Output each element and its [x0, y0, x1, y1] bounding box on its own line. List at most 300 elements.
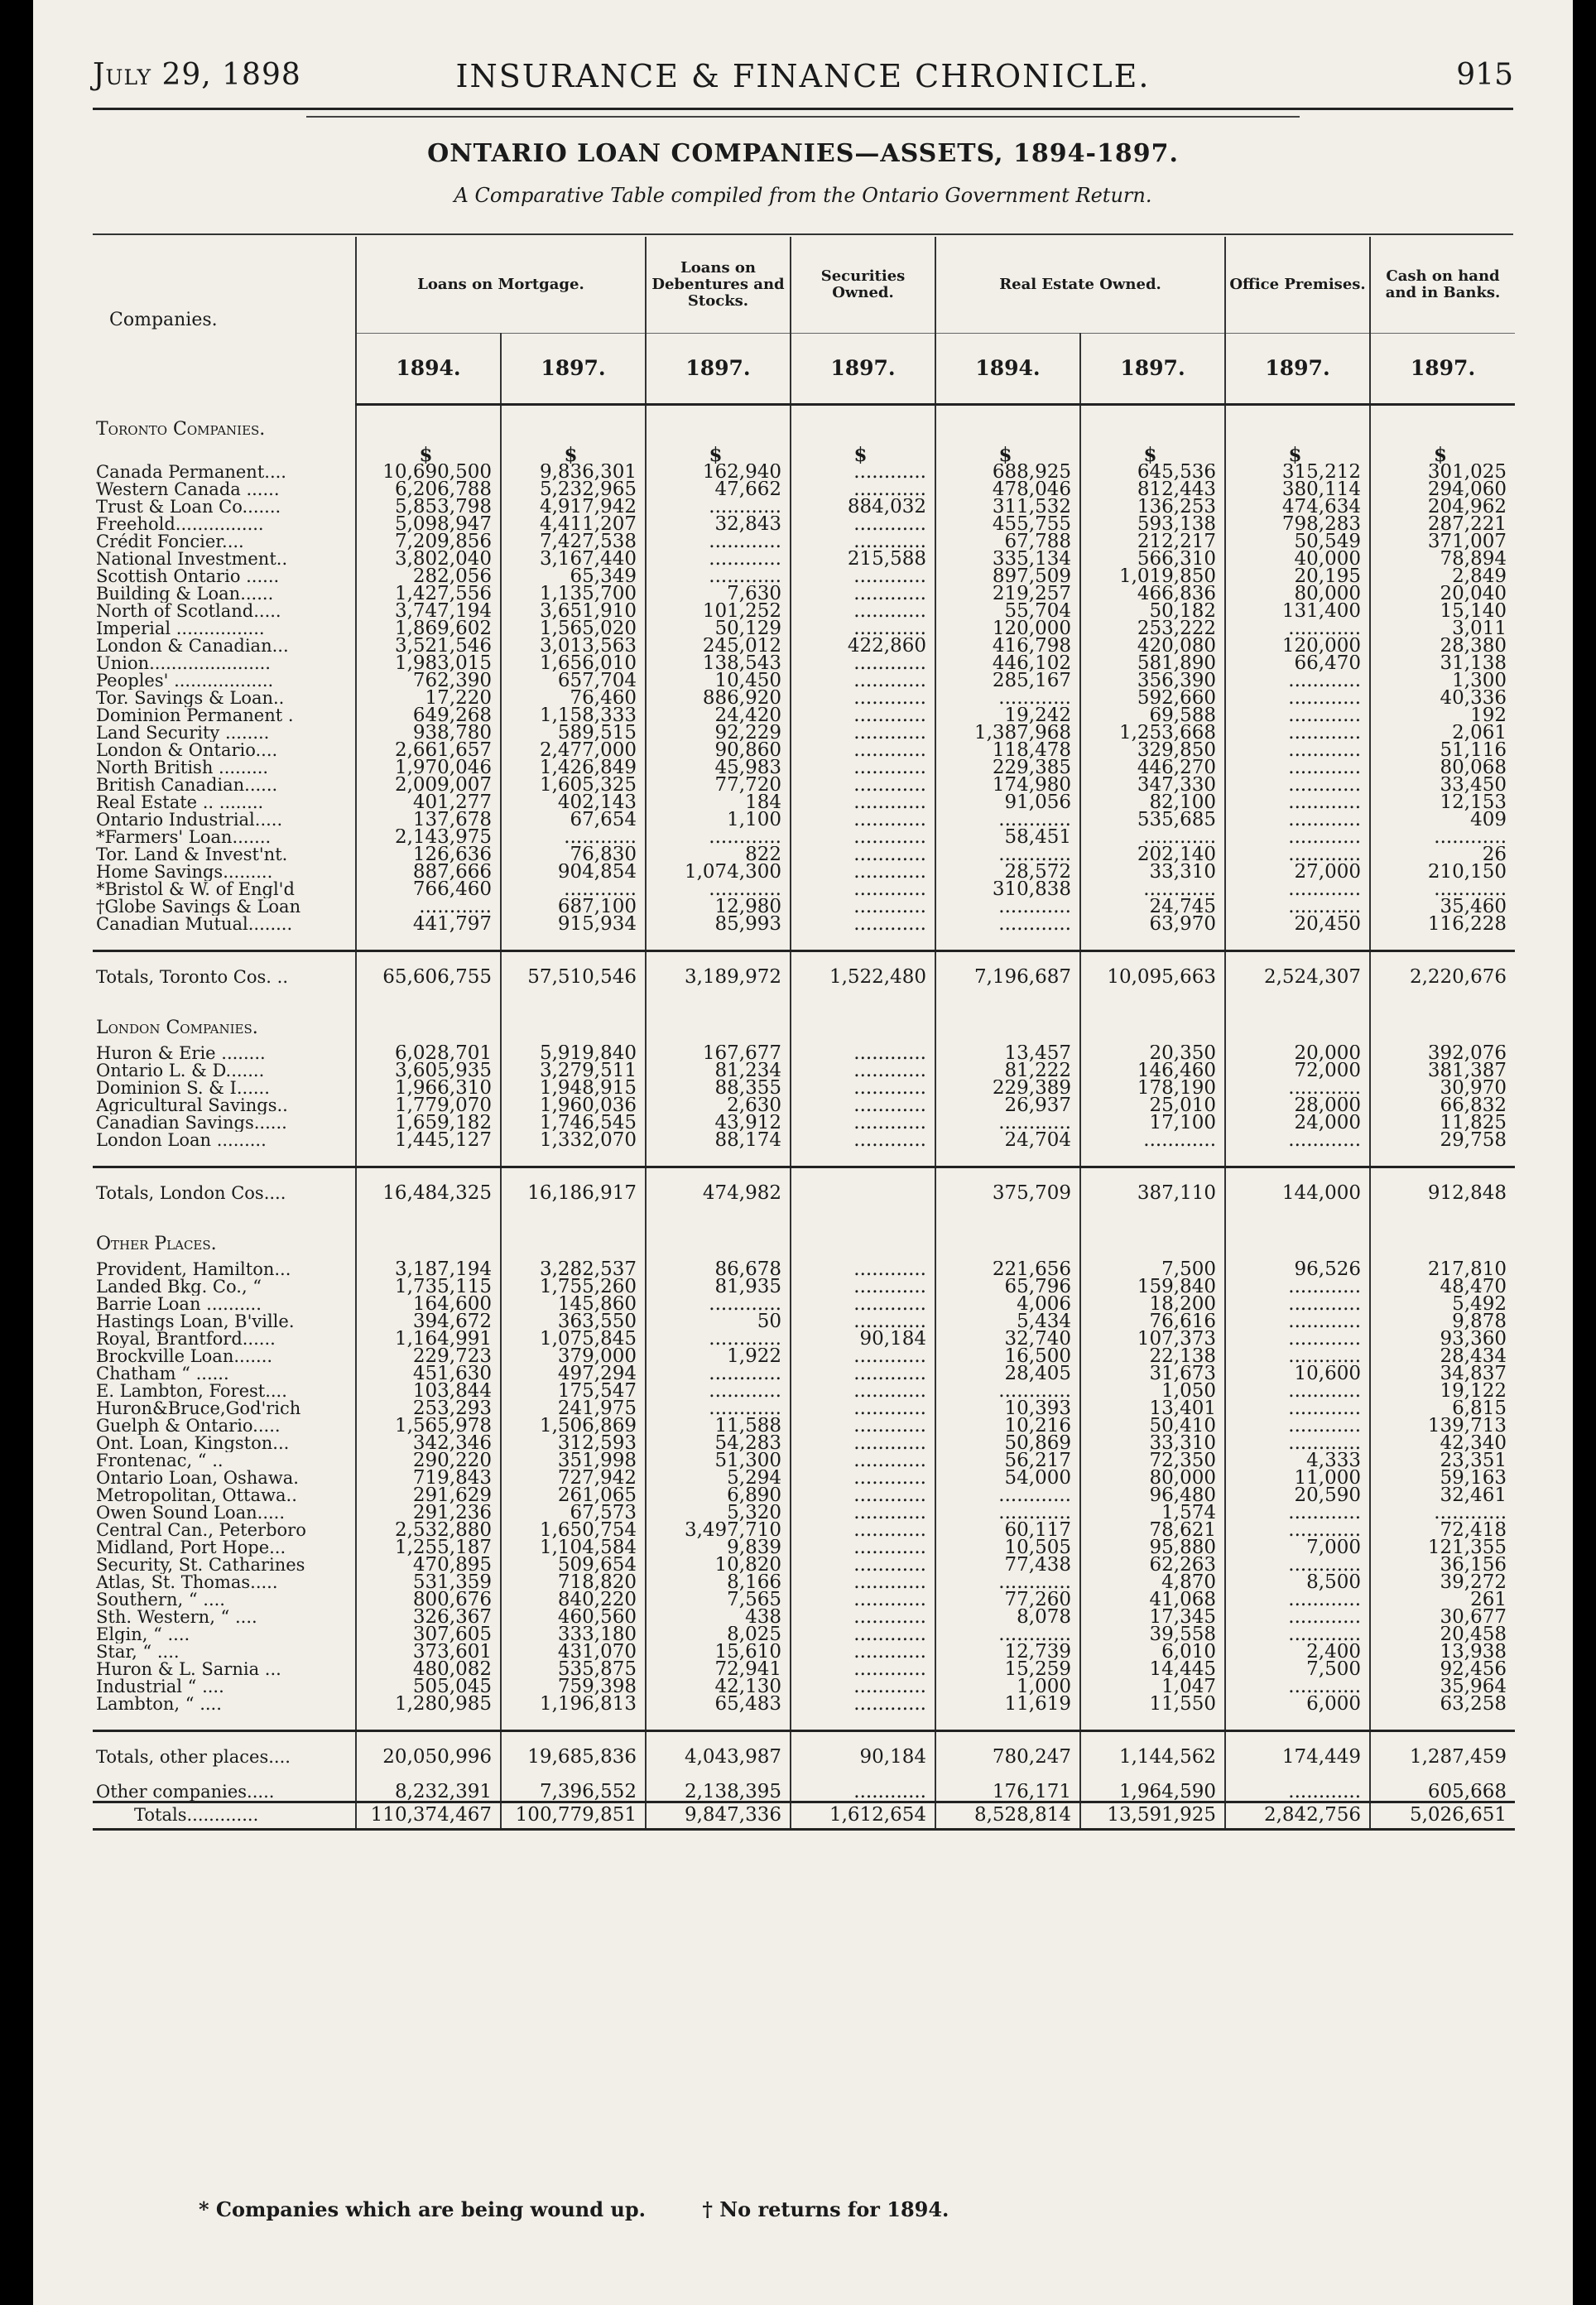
table-row [93, 620, 1515, 638]
value-cell: 1,426,849 [501, 759, 646, 777]
table-row [93, 1417, 1515, 1435]
value-cell: ............ [791, 1696, 935, 1713]
value-cell: 7,427,538 [501, 533, 646, 551]
value-cell: 1,755,260 [501, 1278, 646, 1296]
value-cell: 253,222 [1080, 620, 1225, 638]
value-cell: 1,255,187 [356, 1539, 501, 1557]
value-cell: 7,000 [1225, 1539, 1370, 1557]
value-cell: 9,847,336 [646, 1802, 791, 1829]
value-cell: 15,140 [1440, 602, 1507, 620]
value-cell: 897,509 [935, 568, 1080, 585]
empty-cell [935, 933, 1080, 951]
value-cell: 28,380 [1440, 637, 1507, 655]
value-cell: 379,000 [501, 1348, 646, 1365]
table-row [93, 1062, 1515, 1080]
table-row [93, 1591, 1515, 1609]
grand-totals-row [93, 1802, 1515, 1829]
value-cell: ............ [1225, 846, 1370, 864]
table-row [93, 568, 1515, 585]
value-cell: 915,934 [501, 916, 646, 933]
value-cell: 43,912 [646, 1114, 791, 1132]
value-cell: 174,980 [935, 777, 1080, 794]
value-cell: ............ [1080, 829, 1225, 846]
table-row [93, 829, 1515, 846]
empty-cell [1225, 405, 1370, 446]
value-cell: 184 [646, 794, 791, 811]
company-name: Huron & Erie ........ [93, 1045, 356, 1062]
value-cell: ............ [935, 690, 1080, 707]
value-cell: 210,150 [1427, 863, 1507, 881]
value-cell: 2,220,676 [1370, 950, 1515, 1003]
table-row [93, 811, 1515, 829]
currency-symbol: $ [1225, 446, 1370, 464]
value-cell: ............ [646, 533, 791, 551]
value-cell: 6,010 [1080, 1643, 1225, 1661]
value-cell: 4,917,942 [501, 498, 646, 516]
value-cell: ............ [1434, 880, 1507, 898]
value-cell: ............ [1225, 742, 1370, 759]
value-cell: 176,171 [935, 1783, 1080, 1802]
value-cell: 11,619 [935, 1696, 1080, 1713]
empty-cell [935, 1149, 1080, 1167]
value-cell: 77,438 [935, 1557, 1080, 1574]
table-row [93, 742, 1515, 759]
section-title: London Companies. [93, 1003, 356, 1045]
value-cell: 12,153 [1440, 793, 1507, 811]
other-companies-row [93, 1783, 1515, 1802]
table-row [93, 898, 1515, 916]
value-cell: 2,842,756 [1225, 1802, 1370, 1829]
value-cell: 1,074,300 [646, 864, 791, 881]
value-cell: 1,735,115 [356, 1278, 501, 1296]
table-row [93, 1470, 1515, 1487]
table-row [93, 1331, 1515, 1348]
value-cell: 373,601 [356, 1643, 501, 1661]
assets-table [93, 237, 1515, 1831]
value-cell: 39,272 [1440, 1573, 1507, 1591]
value-cell: 65,483 [646, 1696, 791, 1713]
company-name: Land Security ........ [93, 724, 356, 742]
table-row [93, 1365, 1515, 1383]
value-cell: 505,045 [356, 1678, 501, 1696]
value-cell: ............ [791, 1522, 935, 1539]
empty-cell [791, 1149, 935, 1167]
value-cell: 92,229 [646, 724, 791, 742]
value-cell: 812,443 [1080, 481, 1225, 498]
value-cell: ............ [791, 811, 935, 829]
value-cell: ............ [791, 846, 935, 864]
empty-cell [1370, 933, 1515, 951]
company-name: Home Savings......... [93, 864, 356, 881]
value-cell: 4,870 [1080, 1574, 1225, 1591]
value-cell: 241,975 [501, 1400, 646, 1417]
empty-cell [356, 1003, 501, 1045]
value-cell: ............ [791, 1626, 935, 1643]
company-name: Frontenac, “ .. [93, 1452, 356, 1470]
empty-cell [1370, 1003, 1515, 1045]
value-cell: 219,257 [935, 585, 1080, 603]
value-cell: 101,252 [646, 603, 791, 620]
value-cell: 416,798 [935, 638, 1080, 655]
company-name: Totals, London Cos.... [93, 1167, 356, 1220]
value-cell: 342,346 [356, 1435, 501, 1452]
value-cell: 394,672 [356, 1313, 501, 1331]
value-cell: 291,236 [356, 1504, 501, 1522]
page-number: 915 [1456, 58, 1513, 92]
table-row [93, 1661, 1515, 1678]
value-cell: ............ [791, 1661, 935, 1678]
value-cell: 10,216 [935, 1417, 1080, 1435]
empty-cell [501, 933, 646, 951]
section-heading [93, 1003, 1515, 1045]
value-cell: 20,000 [1225, 1045, 1370, 1062]
company-name: Brockville Loan....... [93, 1348, 356, 1365]
company-name: Scottish Ontario ...... [93, 568, 356, 585]
value-cell: 12,739 [935, 1643, 1080, 1661]
value-cell: 1,000 [935, 1678, 1080, 1696]
value-cell: 11,825 [1440, 1114, 1507, 1132]
value-cell: 90,860 [646, 742, 791, 759]
value-cell: 27,000 [1225, 864, 1370, 881]
value-cell: 50,129 [646, 620, 791, 638]
year-header: 1897. [791, 334, 935, 405]
value-cell: ............ [1225, 881, 1370, 898]
issue-date: July 29, 1898 [93, 58, 301, 92]
value-cell: 32,461 [1440, 1486, 1507, 1504]
value-cell: 22,138 [1080, 1348, 1225, 1365]
value-cell: ............ [646, 1383, 791, 1400]
empty-cell [93, 446, 356, 464]
value-cell: ............ [1225, 1783, 1370, 1802]
value-cell: 1,659,182 [356, 1114, 501, 1132]
value-cell: 36,156 [1440, 1556, 1507, 1574]
value-cell: 81,222 [935, 1062, 1080, 1080]
value-cell: ............ [1434, 828, 1507, 846]
value-cell: 535,875 [501, 1661, 646, 1678]
value-cell: 1,565,020 [501, 620, 646, 638]
table-top-rule [93, 233, 1513, 235]
value-cell: ............ [791, 620, 935, 638]
value-cell: 90,184 [791, 1331, 935, 1348]
value-cell: ............ [935, 1574, 1080, 1591]
value-cell: 229,385 [935, 759, 1080, 777]
value-cell: 19,685,836 [501, 1730, 646, 1783]
table-row [93, 864, 1515, 881]
company-name: Chatham “ ...... [93, 1365, 356, 1383]
empty-cell [501, 1149, 646, 1167]
header-office-premises: Office Premises. [1225, 237, 1370, 334]
company-name: Totals............. [93, 1802, 356, 1829]
table-row [93, 1261, 1515, 1278]
value-cell: 335,134 [935, 551, 1080, 568]
value-cell: 2,061 [1452, 724, 1507, 742]
value-cell: 8,166 [646, 1574, 791, 1591]
company-name: Other companies..... [93, 1783, 356, 1802]
empty-cell [646, 1149, 791, 1167]
value-cell: 356,390 [1080, 672, 1225, 690]
table-row [93, 1132, 1515, 1149]
value-cell: 1,574 [1080, 1504, 1225, 1522]
value-cell: 31,673 [1080, 1365, 1225, 1383]
company-name: North of Scotland..... [93, 603, 356, 620]
value-cell: 14,445 [1080, 1661, 1225, 1678]
value-cell: 1,506,869 [501, 1417, 646, 1435]
value-cell: 13,457 [935, 1045, 1080, 1062]
value-cell: 33,310 [1080, 864, 1225, 881]
value-cell: 204,962 [1427, 498, 1507, 516]
value-cell: ............ [791, 864, 935, 881]
value-cell: ............ [791, 916, 935, 933]
value-cell: 4,043,987 [646, 1730, 791, 1783]
value-cell: 7,396,552 [501, 1783, 646, 1802]
value-cell: 1,650,754 [501, 1522, 646, 1539]
value-cell: 351,998 [501, 1452, 646, 1470]
value-cell: ............ [935, 1504, 1080, 1522]
value-cell: 54,000 [935, 1470, 1080, 1487]
table-row [93, 794, 1515, 811]
value-cell: 9,836,301 [501, 464, 646, 481]
value-cell: ............ [1225, 707, 1370, 724]
value-cell: 159,840 [1080, 1278, 1225, 1296]
value-cell: ............ [646, 1296, 791, 1313]
value-cell: 912,848 [1370, 1167, 1515, 1220]
value-cell: 1,144,562 [1080, 1730, 1225, 1783]
empty-cell [1370, 405, 1515, 446]
currency-symbol: $ [791, 446, 935, 464]
value-cell: ............ [791, 1470, 935, 1487]
table-row [93, 1435, 1515, 1452]
value-cell: ............ [1225, 1417, 1370, 1435]
value-cell: 35,460 [1440, 897, 1507, 916]
value-cell: 81,234 [646, 1062, 791, 1080]
value-cell: 3,521,546 [356, 638, 501, 655]
empty-cell [791, 405, 935, 446]
value-cell: ............ [791, 1678, 935, 1696]
empty-cell [935, 1003, 1080, 1045]
table-row [93, 690, 1515, 707]
value-cell: ............ [791, 1261, 935, 1278]
section-heading [93, 1220, 1515, 1261]
value-cell: 1,100 [646, 811, 791, 829]
value-cell: 77,720 [646, 777, 791, 794]
section-title: Toronto Companies. [93, 405, 356, 446]
value-cell: 347,330 [1080, 777, 1225, 794]
company-name: Canada Permanent.... [93, 464, 356, 481]
value-cell: 8,528,814 [935, 1802, 1080, 1829]
value-cell: ............ [1225, 1522, 1370, 1539]
value-cell: 11,550 [1080, 1696, 1225, 1713]
value-cell: 886,920 [646, 690, 791, 707]
company-name: Freehold................ [93, 516, 356, 533]
value-cell: ............ [791, 1591, 935, 1609]
value-cell: 76,460 [501, 690, 646, 707]
value-cell: 535,685 [1080, 811, 1225, 829]
value-cell: 80,068 [1440, 758, 1507, 777]
value-cell: ............ [1225, 829, 1370, 846]
table-row [93, 1400, 1515, 1417]
value-cell: 687,100 [501, 898, 646, 916]
value-cell: 1,964,590 [1080, 1783, 1225, 1802]
value-cell: 3,282,537 [501, 1261, 646, 1278]
value-cell: 3,011 [1452, 619, 1507, 638]
value-cell: 1,164,991 [356, 1331, 501, 1348]
company-name: London & Ontario.... [93, 742, 356, 759]
value-cell: 20,458 [1440, 1625, 1507, 1643]
value-cell: 96,480 [1080, 1487, 1225, 1504]
value-cell: ............ [1225, 1080, 1370, 1097]
value-cell: ............ [935, 811, 1080, 829]
value-cell: 1,565,978 [356, 1417, 501, 1435]
value-cell: 136,253 [1080, 498, 1225, 516]
value-cell: 4,333 [1225, 1452, 1370, 1470]
value-cell: 727,942 [501, 1470, 646, 1487]
value-cell: 566,310 [1080, 551, 1225, 568]
value-cell: 7,500 [1225, 1661, 1370, 1678]
value-cell: ............ [1225, 759, 1370, 777]
value-cell: 401,277 [356, 794, 501, 811]
value-cell: 80,000 [1080, 1470, 1225, 1487]
company-name: Ontario Industrial..... [93, 811, 356, 829]
value-cell: 759,398 [501, 1678, 646, 1696]
value-cell: 50 [646, 1313, 791, 1331]
value-cell: ............ [1225, 672, 1370, 690]
value-cell: 7,196,687 [935, 950, 1080, 1003]
value-cell: 592,660 [1080, 690, 1225, 707]
value-cell: 92,456 [1440, 1660, 1507, 1678]
value-cell: ............ [791, 1504, 935, 1522]
value-cell: 1,427,556 [356, 585, 501, 603]
value-cell: 7,565 [646, 1591, 791, 1609]
value-cell: ............ [791, 1080, 935, 1097]
value-cell: ............ [501, 829, 646, 846]
value-cell: 480,082 [356, 1661, 501, 1678]
value-cell: 10,450 [646, 672, 791, 690]
value-cell: 329,850 [1080, 742, 1225, 759]
empty-cell [1225, 1149, 1370, 1167]
spacer-row [93, 1713, 1515, 1731]
currency-symbol: $ [1080, 446, 1225, 464]
value-cell: 371,007 [1427, 532, 1507, 551]
value-cell: 5,026,651 [1370, 1802, 1515, 1829]
value-cell: 3,802,040 [356, 551, 501, 568]
value-cell: 35,964 [1440, 1677, 1507, 1696]
value-cell: 7,630 [646, 585, 791, 603]
value-cell: 229,723 [356, 1348, 501, 1365]
value-cell: 28,000 [1225, 1097, 1370, 1114]
value-cell: 19,242 [935, 707, 1080, 724]
table-row [93, 1574, 1515, 1591]
value-cell: 215,588 [791, 551, 935, 568]
value-cell: 40,000 [1225, 551, 1370, 568]
value-cell: 6,000 [1225, 1696, 1370, 1713]
companies-header: Companies. [93, 237, 356, 405]
empty-cell [1225, 1713, 1370, 1731]
company-name: Totals, Toronto Cos. .. [93, 950, 356, 1003]
value-cell: ............ [935, 1626, 1080, 1643]
currency-symbol: $ [935, 446, 1080, 464]
value-cell: ............ [791, 1365, 935, 1383]
value-cell: 12,980 [646, 898, 791, 916]
value-cell: 17,100 [1080, 1114, 1225, 1132]
value-cell: 54,283 [646, 1435, 791, 1452]
value-cell: ............ [1225, 724, 1370, 742]
value-cell: 24,420 [646, 707, 791, 724]
value-cell: 63,258 [1440, 1695, 1507, 1713]
value-cell: 50,869 [935, 1435, 1080, 1452]
empty-cell [1370, 1713, 1515, 1731]
value-cell: ............ [646, 1400, 791, 1417]
value-cell: ............ [1225, 777, 1370, 794]
table-row [93, 1278, 1515, 1296]
value-cell: 3,747,194 [356, 603, 501, 620]
value-cell: ............ [646, 1331, 791, 1348]
running-head [93, 58, 1513, 108]
value-cell: 16,186,917 [501, 1167, 646, 1220]
value-cell: 212,217 [1080, 533, 1225, 551]
company-name: Central Can., Peterboro [93, 1522, 356, 1539]
value-cell: 229,389 [935, 1080, 1080, 1097]
table-row [93, 1678, 1515, 1696]
value-cell: 1,612,654 [791, 1802, 935, 1829]
value-cell: 85,993 [646, 916, 791, 933]
value-cell: 3,497,710 [646, 1522, 791, 1539]
value-cell: 67,573 [501, 1504, 646, 1522]
value-cell: 2,524,307 [1225, 950, 1370, 1003]
value-cell: 581,890 [1080, 655, 1225, 672]
value-cell: ............ [791, 655, 935, 672]
table-row [93, 1557, 1515, 1574]
value-cell: 1,970,046 [356, 759, 501, 777]
currency-symbol: $ [501, 446, 646, 464]
section-title: Other Places. [93, 1220, 356, 1261]
value-cell: ............ [791, 1313, 935, 1331]
value-cell: 32,740 [935, 1331, 1080, 1348]
value-cell: 139,713 [1427, 1417, 1507, 1435]
value-cell: 90,184 [791, 1730, 935, 1783]
empty-cell [501, 405, 646, 446]
header-loans-on-mortgage: Loans on Mortgage. [356, 237, 646, 334]
currency-symbol: $ [1434, 445, 1448, 464]
empty-cell [1225, 933, 1370, 951]
value-cell: 5,320 [646, 1504, 791, 1522]
value-cell: 5,294 [646, 1470, 791, 1487]
value-cell: ............ [791, 690, 935, 707]
value-cell: 3,651,910 [501, 603, 646, 620]
table-row [93, 1487, 1515, 1504]
value-cell: 409 [1470, 811, 1507, 829]
table-row [93, 481, 1515, 498]
value-cell: 50,410 [1080, 1417, 1225, 1435]
value-cell: 217,810 [1427, 1260, 1507, 1278]
value-cell: 19,122 [1440, 1382, 1507, 1400]
value-cell: ............ [791, 1487, 935, 1504]
value-cell: 15,259 [935, 1661, 1080, 1678]
year-header: 1897. [646, 334, 791, 405]
company-name: Canadian Savings...... [93, 1114, 356, 1132]
value-cell: 80,000 [1225, 585, 1370, 603]
value-cell: 1,779,070 [356, 1097, 501, 1114]
table-row [93, 1626, 1515, 1643]
company-name: †Globe Savings & Loan [93, 898, 356, 916]
value-cell: 116,228 [1427, 915, 1507, 933]
table-body [93, 405, 1515, 1830]
value-cell: 420,080 [1080, 638, 1225, 655]
value-cell: 42,130 [646, 1678, 791, 1696]
value-cell: 69,588 [1080, 707, 1225, 724]
value-cell: 4,411,207 [501, 516, 646, 533]
value-cell: 9,878 [1452, 1312, 1507, 1331]
value-cell: 131,400 [1225, 603, 1370, 620]
